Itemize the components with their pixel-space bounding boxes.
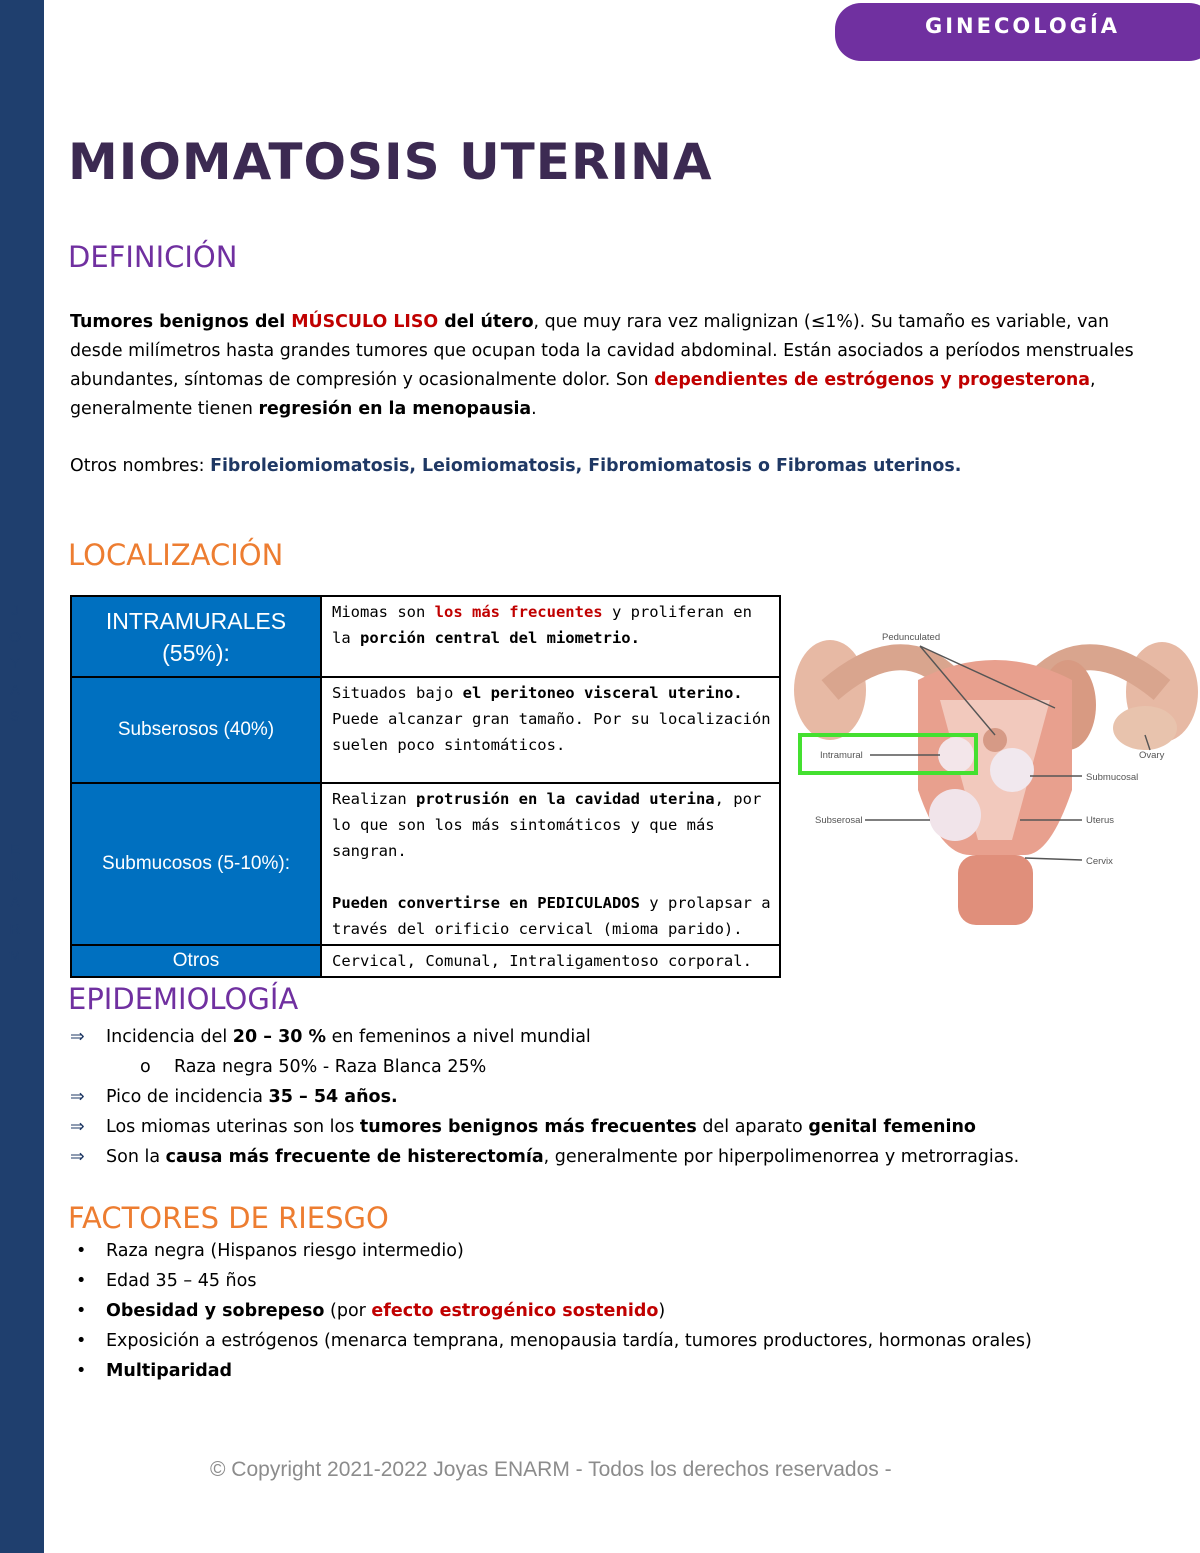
uterus-illustration	[790, 620, 1200, 935]
text-run: regresión en la menopausia	[258, 399, 532, 419]
left-sidebar-bar	[0, 0, 44, 1553]
item-text	[106, 1241, 464, 1261]
text-run: Cervical, Comunal, Intraligamentoso corporal.	[332, 952, 752, 970]
text-run: , por lo que son los más sintomáticos y que más sangran.	[332, 790, 762, 860]
text-run: del aparato	[696, 1117, 809, 1137]
text-run: Tumores benignos del	[70, 312, 292, 332]
location-table	[70, 595, 781, 978]
table-row	[71, 677, 780, 783]
text-run: tumores benignos más frecuentes	[359, 1117, 697, 1137]
text-run: 35 – 54 años.	[268, 1087, 398, 1107]
row-description	[321, 783, 780, 945]
text-run: Edad 35 – 45 ños	[106, 1271, 257, 1291]
item-text	[106, 1027, 591, 1047]
bullet-icon: •	[76, 1331, 87, 1351]
list-item	[70, 1082, 1019, 1112]
label-cervix: Cervix	[1086, 856, 1113, 867]
text-run: dependientes de estrógenos y progesterona	[654, 370, 1091, 390]
label-uterus: Uterus	[1086, 815, 1114, 826]
arrow-icon: ⇒	[70, 1087, 85, 1107]
text-run: , generalmente por hiperpolimenorrea y metrorragias.	[543, 1147, 1020, 1167]
list-item	[70, 1356, 1032, 1386]
side-letter: J	[11, 602, 19, 619]
text-run: Pueden convertirse en PEDICULADOS	[332, 894, 640, 912]
text-run: en femeninos a nivel mundial	[326, 1027, 591, 1047]
text-run: y proliferan en la	[332, 603, 752, 647]
small-fibroid	[983, 728, 1007, 752]
epidemiology-list	[70, 1022, 1019, 1172]
item-text	[106, 1087, 398, 1107]
subserosal-fibroid	[929, 789, 981, 841]
text-run: del útero	[438, 312, 534, 332]
text-run: Pico de incidencia	[106, 1087, 269, 1107]
text-run: Realizan	[332, 790, 416, 808]
text-run: el peritoneo visceral uterino.	[462, 684, 743, 702]
label-ovary: Ovary	[1139, 750, 1165, 761]
cell-paragraph	[332, 680, 771, 758]
submucosal-fibroid	[990, 748, 1034, 792]
cell-paragraph	[332, 599, 771, 651]
text-run: Multiparidad	[106, 1361, 233, 1381]
sub-list-item	[70, 1052, 1019, 1082]
row-description	[321, 945, 780, 977]
side-letters-joyas	[0, 598, 30, 731]
row-description	[321, 677, 780, 783]
risk-factors-list	[70, 1236, 1032, 1386]
cell-paragraph	[332, 948, 771, 974]
side-letters-enarm	[0, 837, 30, 970]
cervix-shape	[958, 855, 1033, 925]
text-run: Miomas son	[332, 603, 435, 621]
text-run: Fibroleiomiomatosis, Leiomiomatosis, Fibromiomatosis o Fibromas uterinos.	[210, 456, 962, 476]
row-header: Otros	[71, 945, 321, 977]
table-row	[71, 945, 780, 977]
arrow-icon: ⇒	[70, 1027, 85, 1047]
list-item	[70, 1112, 1019, 1142]
text-run: protrusión en la cavidad uterina	[416, 790, 715, 808]
text-run: genital femenino	[808, 1117, 976, 1137]
text-run: , que muy rara vez malignizan (≤1%). Su tamaño es variable, van desde milímetros hasta grandes tumores que ocupan toda la cavidad abdominal. Están asociados a períodos menstruales abundantes, síntomas de compresión y ocasionalmente dolor. Son	[70, 312, 1134, 390]
item-text	[106, 1117, 976, 1137]
label-intramural: Intramural	[820, 750, 863, 761]
heading-factores: FACTORES DE RIESGO	[68, 1201, 389, 1235]
side-letter: E	[9, 841, 20, 858]
list-item	[70, 1142, 1019, 1172]
side-letter: A	[9, 894, 20, 911]
text-run: .	[531, 399, 537, 419]
label-submucosal: Submucosal	[1086, 772, 1139, 783]
text-run: Obesidad y sobrepeso	[106, 1301, 325, 1321]
heading-localizacion: LOCALIZACIÓN	[68, 538, 284, 572]
text-run: efecto estrogénico sostenido	[371, 1301, 659, 1321]
item-text	[106, 1271, 256, 1291]
list-item	[70, 1326, 1032, 1356]
text-run: Raza negra (Hispanos riesgo intermedio)	[106, 1241, 464, 1261]
ovary-shape	[1113, 706, 1177, 750]
list-item	[70, 1296, 1032, 1326]
list-item	[70, 1236, 1032, 1266]
text-run: )	[658, 1301, 666, 1321]
text-run: (por	[324, 1301, 372, 1321]
bullet-icon: •	[76, 1361, 87, 1381]
bullet-icon: •	[76, 1301, 87, 1321]
intramural-fibroid	[938, 737, 974, 773]
text-run: Puede alcanzar gran tamaño. Por su localización suelen poco sintomáticos.	[332, 710, 771, 754]
text-run: Son la	[106, 1147, 166, 1167]
row-header: Submucosos (5-10%):	[71, 783, 321, 945]
other-names-paragraph	[70, 452, 1150, 481]
section-tag-label: GINECOLOGÍA	[925, 14, 1121, 38]
side-letter: Y	[9, 655, 20, 672]
side-letter: N	[9, 867, 21, 885]
text-run: 20 – 30 %	[232, 1027, 327, 1047]
definition-paragraph	[70, 308, 1150, 424]
row-header: INTRAMURALES (55%):	[71, 596, 321, 677]
heading-definicion: DEFINICIÓN	[68, 240, 238, 274]
text-run: Exposición a estrógenos (menarca temprana, menopausia tardía, tumores productores, hormonas orales)	[106, 1331, 1032, 1351]
label-subserosal: Subserosal	[815, 815, 863, 826]
arrow-icon: ⇒	[70, 1117, 85, 1137]
bullet-icon: •	[76, 1271, 87, 1291]
text-run: Los miomas uterinas son los	[106, 1117, 360, 1137]
text-run: y prolapsar a través del orificio cervical (mioma parido).	[332, 894, 771, 938]
side-letter: S	[9, 708, 20, 725]
text-run: Otros nombres:	[70, 456, 211, 476]
text-run: , generalmente tienen	[70, 370, 1096, 419]
text-run: Incidencia del	[106, 1027, 233, 1047]
list-item	[70, 1266, 1032, 1296]
side-letter: R	[9, 920, 21, 938]
text-run: causa más frecuente de histerectomía	[165, 1147, 544, 1167]
row-description	[321, 596, 780, 677]
sub-bullet: o	[140, 1057, 151, 1077]
text-run: MÚSCULO LISO	[291, 312, 439, 332]
heading-epidemiologia: EPIDEMIOLOGÍA	[68, 982, 299, 1016]
item-text	[106, 1331, 1032, 1351]
text-run: porción central del miometrio.	[360, 629, 640, 647]
table-row	[71, 783, 780, 945]
copyright-footer: © Copyright 2021-2022 Joyas ENARM - Todos los derechos reservados -	[210, 1458, 892, 1481]
side-letter: M	[8, 947, 22, 964]
table-row	[71, 596, 780, 677]
row-header: Subserosos (40%)	[71, 677, 321, 783]
side-letter: O	[9, 628, 21, 646]
arrow-icon: ⇒	[70, 1147, 85, 1167]
text-run: Situados bajo	[332, 684, 463, 702]
page-title: MIOMATOSIS UTERINA	[68, 133, 713, 191]
cell-paragraph	[332, 890, 771, 942]
sub-item-text: Raza negra 50% - Raza Blanca 25%	[174, 1057, 487, 1077]
item-text	[106, 1147, 1019, 1167]
item-text	[106, 1361, 232, 1381]
text-run: los más frecuentes	[434, 603, 603, 621]
list-item	[70, 1022, 1019, 1052]
bullet-icon: •	[76, 1241, 87, 1261]
side-letter: A	[9, 681, 20, 699]
label-pedunculated: Pedunculated	[882, 632, 941, 643]
item-text	[106, 1301, 665, 1321]
cell-paragraph	[332, 786, 771, 864]
